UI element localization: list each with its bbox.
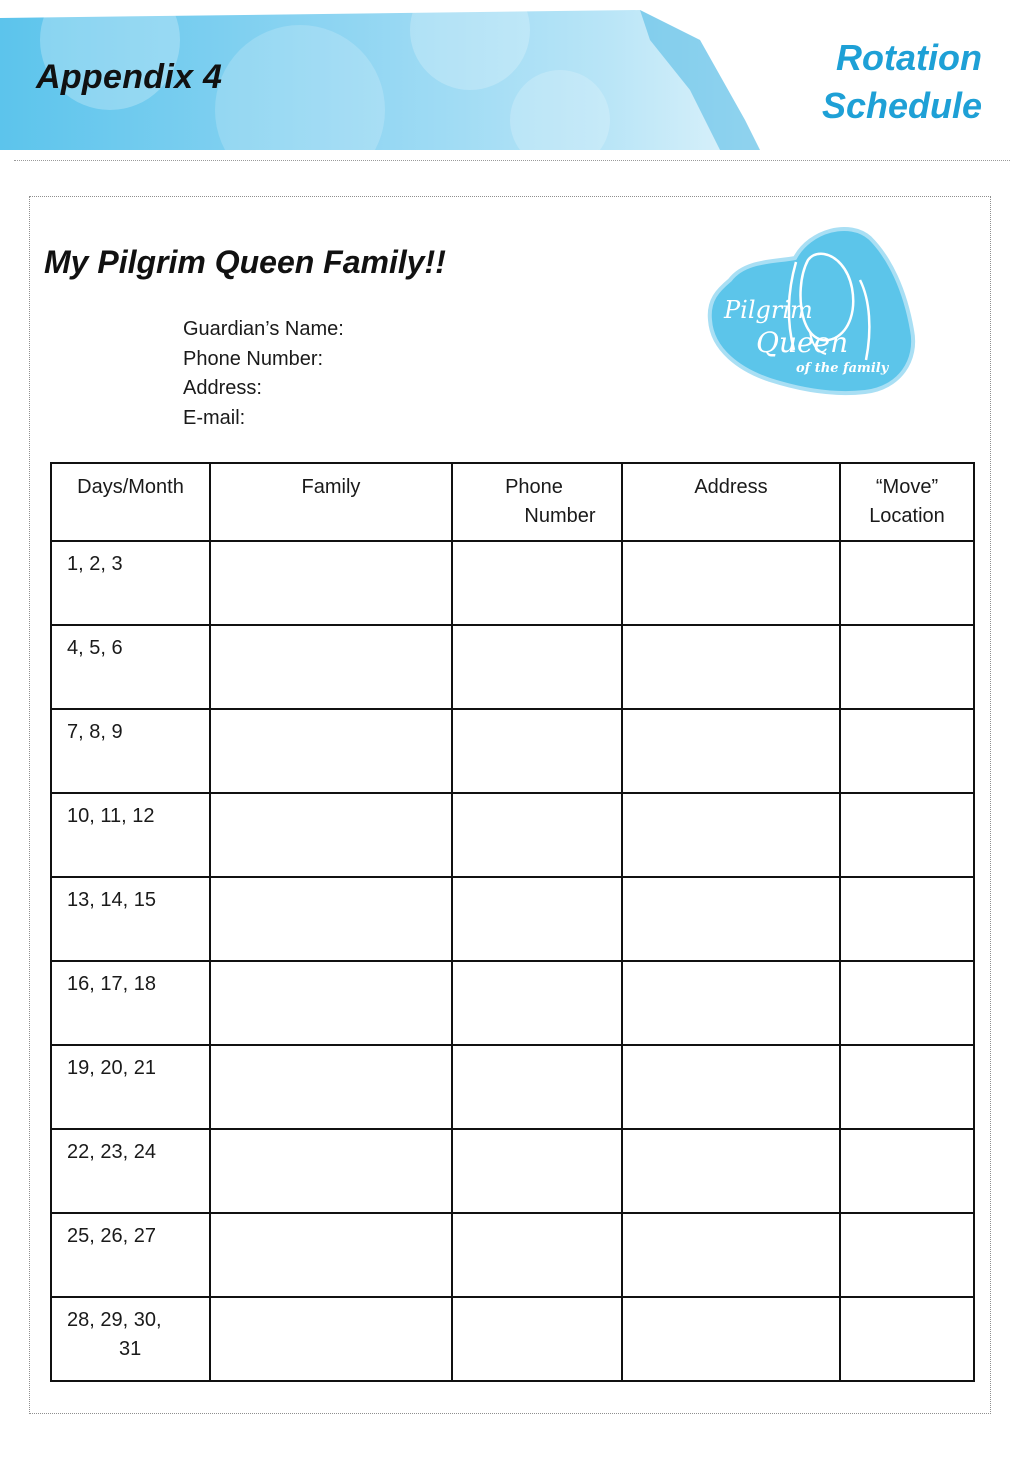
header-phone-line2: Number <box>524 505 596 527</box>
pilgrim-queen-logo <box>700 220 922 400</box>
phone-cell[interactable] <box>452 1297 622 1381</box>
move-location-cell[interactable] <box>840 1297 974 1381</box>
phone-cell[interactable] <box>452 1045 622 1129</box>
address-cell[interactable] <box>622 1213 840 1297</box>
address-cell[interactable] <box>622 877 840 961</box>
address-cell[interactable] <box>622 1297 840 1381</box>
address-cell[interactable] <box>622 961 840 1045</box>
family-cell[interactable] <box>210 793 452 877</box>
header-phone-line1: Phone <box>505 476 563 498</box>
phone-cell[interactable] <box>452 541 622 625</box>
table-row <box>51 625 974 709</box>
guardian-info <box>183 315 344 433</box>
days-cell: 4, 5, 6 <box>51 625 210 709</box>
table-header-row <box>51 463 974 541</box>
family-cell[interactable] <box>210 541 452 625</box>
move-location-cell[interactable] <box>840 541 974 625</box>
move-location-cell[interactable] <box>840 625 974 709</box>
logo-text-line2: Queen <box>756 326 849 359</box>
move-location-cell[interactable] <box>840 709 974 793</box>
phone-cell[interactable] <box>452 1213 622 1297</box>
family-cell[interactable] <box>210 877 452 961</box>
header-move-location <box>840 463 974 541</box>
table-row <box>51 793 974 877</box>
family-cell[interactable] <box>210 1213 452 1297</box>
rotation-title-line1: Rotation <box>836 37 982 78</box>
days-cell: 1, 2, 3 <box>51 541 210 625</box>
phone-cell[interactable] <box>452 709 622 793</box>
logo-text-line1: Pilgrim <box>724 296 813 324</box>
phone-number-label: Phone Number: <box>183 347 324 370</box>
phone-cell[interactable] <box>452 1129 622 1213</box>
days-cell: 10, 11, 12 <box>51 793 210 877</box>
family-cell[interactable] <box>210 625 452 709</box>
phone-cell[interactable] <box>452 625 622 709</box>
days-cell: 16, 17, 18 <box>51 961 210 1045</box>
table-row <box>51 1045 974 1129</box>
move-location-cell[interactable] <box>840 1045 974 1129</box>
phone-cell[interactable] <box>452 793 622 877</box>
phone-cell[interactable] <box>452 877 622 961</box>
address-cell[interactable] <box>622 1129 840 1213</box>
family-cell[interactable] <box>210 1129 452 1213</box>
address-cell[interactable] <box>622 625 840 709</box>
days-cell: 25, 26, 27 <box>51 1213 210 1297</box>
move-location-cell[interactable] <box>840 793 974 877</box>
appendix-title: Appendix 4 <box>36 58 223 96</box>
table-row <box>51 541 974 625</box>
header-days-month: Days/Month <box>51 463 210 541</box>
days-cell: 22, 23, 24 <box>51 1129 210 1213</box>
address-label: Address: <box>183 377 262 399</box>
days-cell-line1: 28, 29, 30, <box>67 1309 162 1331</box>
address-cell[interactable] <box>622 1045 840 1129</box>
header-divider <box>14 160 1010 161</box>
days-cell: 7, 8, 9 <box>51 709 210 793</box>
header-address: Address <box>622 463 840 541</box>
family-cell[interactable] <box>210 1297 452 1381</box>
family-cell[interactable] <box>210 709 452 793</box>
guardian-name-label: Guardian’s Name: <box>183 318 344 340</box>
days-cell <box>51 1297 210 1381</box>
header-family: Family <box>210 463 452 541</box>
days-cell-line2: 31 <box>119 1338 142 1360</box>
logo-text-line3: of the family <box>796 361 889 376</box>
header-move-line1: “Move” <box>875 476 939 498</box>
header-move-line2: Location <box>869 505 945 527</box>
address-cell[interactable] <box>622 541 840 625</box>
table-row <box>51 1129 974 1213</box>
rotation-schedule-title <box>762 34 982 130</box>
table-row <box>51 961 974 1045</box>
family-cell[interactable] <box>210 1045 452 1129</box>
days-cell: 19, 20, 21 <box>51 1045 210 1129</box>
table-row <box>51 1213 974 1297</box>
rotation-title-line2: Schedule <box>821 85 982 126</box>
table-row <box>51 709 974 793</box>
move-location-cell[interactable] <box>840 1213 974 1297</box>
email-label: E-mail: <box>183 406 246 429</box>
table-row <box>51 877 974 961</box>
table-row <box>51 1297 974 1381</box>
section-title: My Pilgrim Queen Family!! <box>44 244 446 280</box>
move-location-cell[interactable] <box>840 1129 974 1213</box>
phone-cell[interactable] <box>452 961 622 1045</box>
address-cell[interactable] <box>622 709 840 793</box>
days-cell: 13, 14, 15 <box>51 877 210 961</box>
family-cell[interactable] <box>210 961 452 1045</box>
move-location-cell[interactable] <box>840 961 974 1045</box>
rotation-table <box>50 462 975 1382</box>
move-location-cell[interactable] <box>840 877 974 961</box>
header-phone-number <box>452 463 622 541</box>
address-cell[interactable] <box>622 793 840 877</box>
